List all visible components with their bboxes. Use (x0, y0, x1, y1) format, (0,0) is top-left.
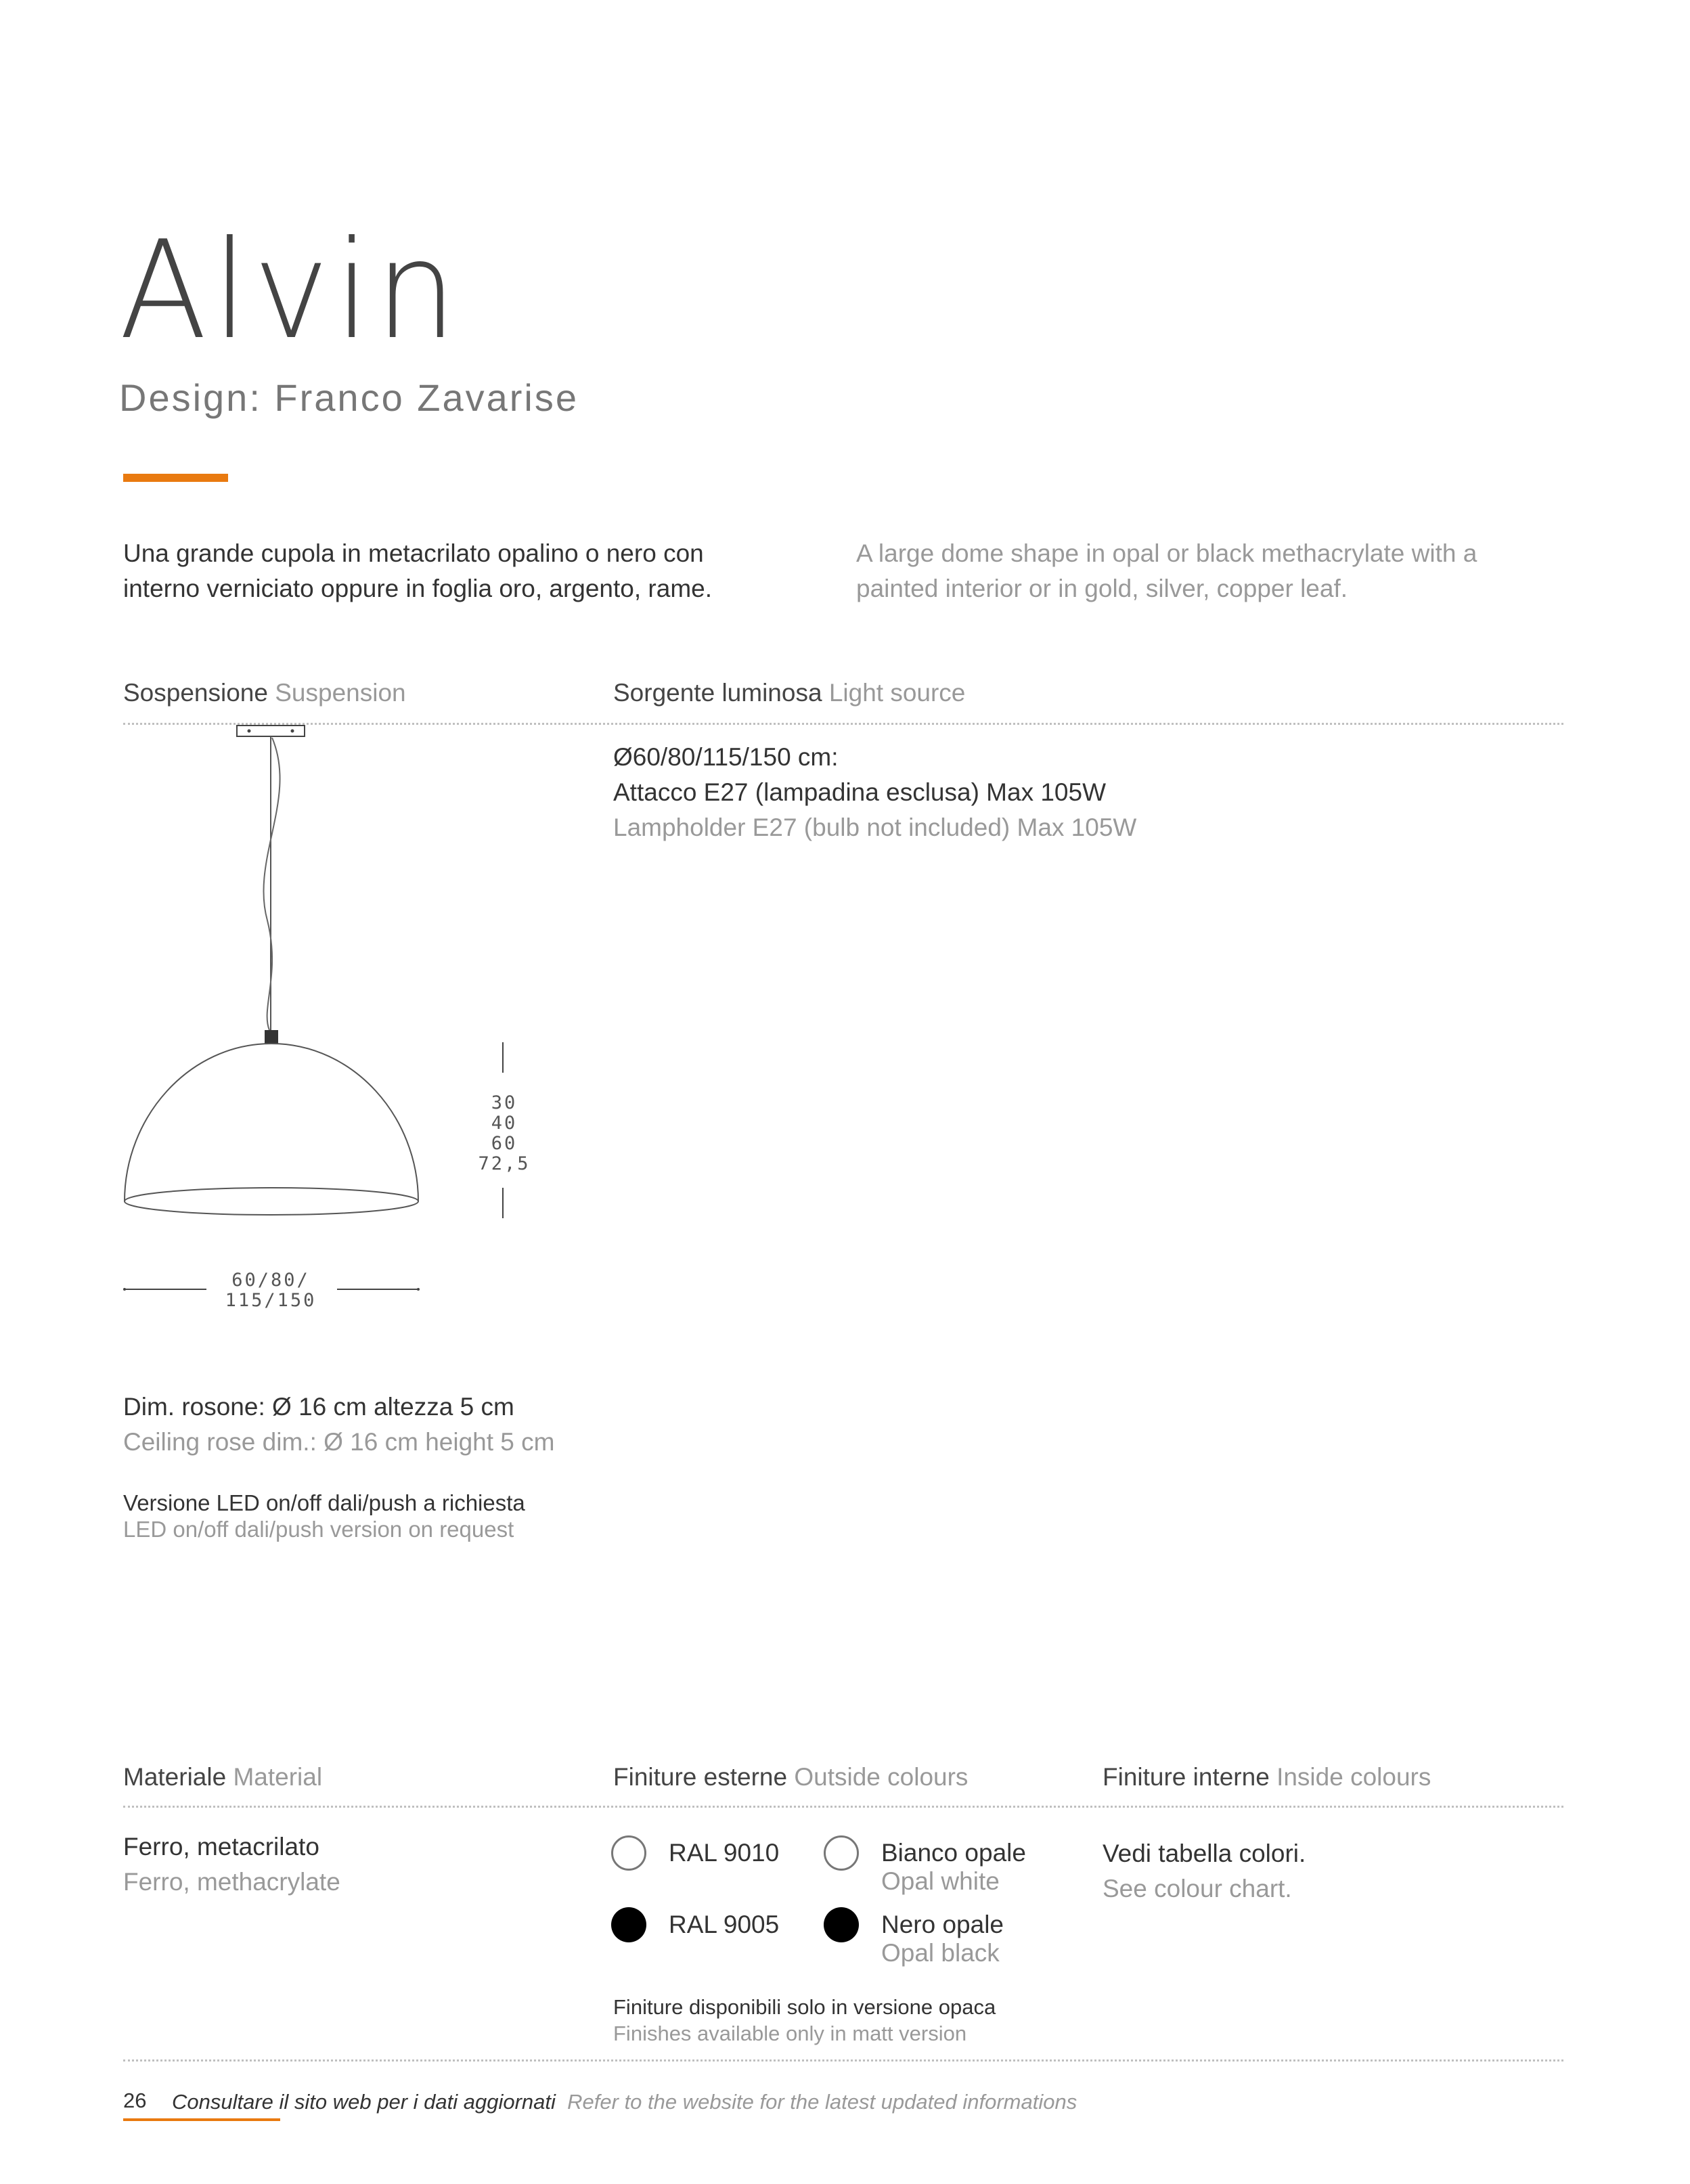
dome-shade (125, 1044, 418, 1201)
description-italian: Una grande cupola in metacrilato opalino o nero con interno verniciato oppure in foglia oro, argento, rame. (123, 539, 713, 602)
material-info: Ferro, metacrilato Ferro, methacrylate (123, 1833, 340, 1896)
dome-rim (125, 1188, 418, 1215)
product-title: Alvin (119, 212, 462, 370)
ral-9005-label: RAL 9005 (669, 1911, 780, 1938)
ceiling-rose-dimensions: Dim. rosone: Ø 16 cm altezza 5 cm Ceiling rose dim.: Ø 16 cm height 5 cm (123, 1393, 555, 1456)
footer-accent-line (123, 2118, 280, 2121)
power-cord (263, 738, 280, 1030)
opal-black-label: Nero opale Opal black (881, 1911, 1004, 1967)
light-source-header: Sorgente luminosa Light source (613, 679, 966, 707)
description-english: A large dome shape in opal or black methacrylate with a painted interior or in gold, silver, copper leaf. (856, 539, 1477, 602)
outside-colours-header: Finiture esterne Outside colours (613, 1763, 969, 1791)
footer-divider (123, 2059, 1563, 2062)
swatch-opal-black (824, 1907, 859, 1942)
ral-9010-label: RAL 9010 (669, 1839, 780, 1867)
footer-note: Consultare il sito web per i dati aggiornati Refer to the website for the latest updated informations (172, 2090, 1077, 2114)
material-header: Materiale Material (123, 1763, 323, 1791)
swatch-ral-9005 (611, 1907, 646, 1942)
accent-bar (123, 474, 228, 482)
height-dimensions: 30 40 60 72,5 (478, 1092, 531, 1174)
light-source-info: Ø60/80/115/150 cm: Attacco E27 (lampadina esclusa) Max 105W Lampholder E27 (bulb not included) Max 105W (613, 743, 1137, 841)
suspension-header: Sospensione Suspension (123, 679, 406, 707)
designer-credit: Design: Franco Zavarise (119, 376, 579, 419)
opal-white-label: Bianco opale Opal white (881, 1839, 1026, 1895)
ceiling-rose (237, 726, 305, 736)
lamp-technical-drawing (115, 717, 521, 1313)
page-number: 26 (123, 2089, 147, 2112)
diameter-dimensions: 60/80/ 115/150 (225, 1270, 317, 1311)
swatch-opal-white (824, 1835, 859, 1871)
section-divider (123, 1806, 1563, 1808)
inside-colours-header: Finiture interne Inside colours (1103, 1763, 1431, 1791)
inside-colours-info: Vedi tabella colori. See colour chart. (1103, 1840, 1306, 1902)
swatch-ral-9010 (611, 1835, 646, 1871)
led-version-note: Versione LED on/off dali/push a richiesta LED on/off dali/push version on request (123, 1490, 525, 1542)
finishes-note: Finiture disponibili solo in versione opaca Finishes available only in matt version (613, 1995, 996, 2045)
lamp-socket (265, 1030, 278, 1044)
